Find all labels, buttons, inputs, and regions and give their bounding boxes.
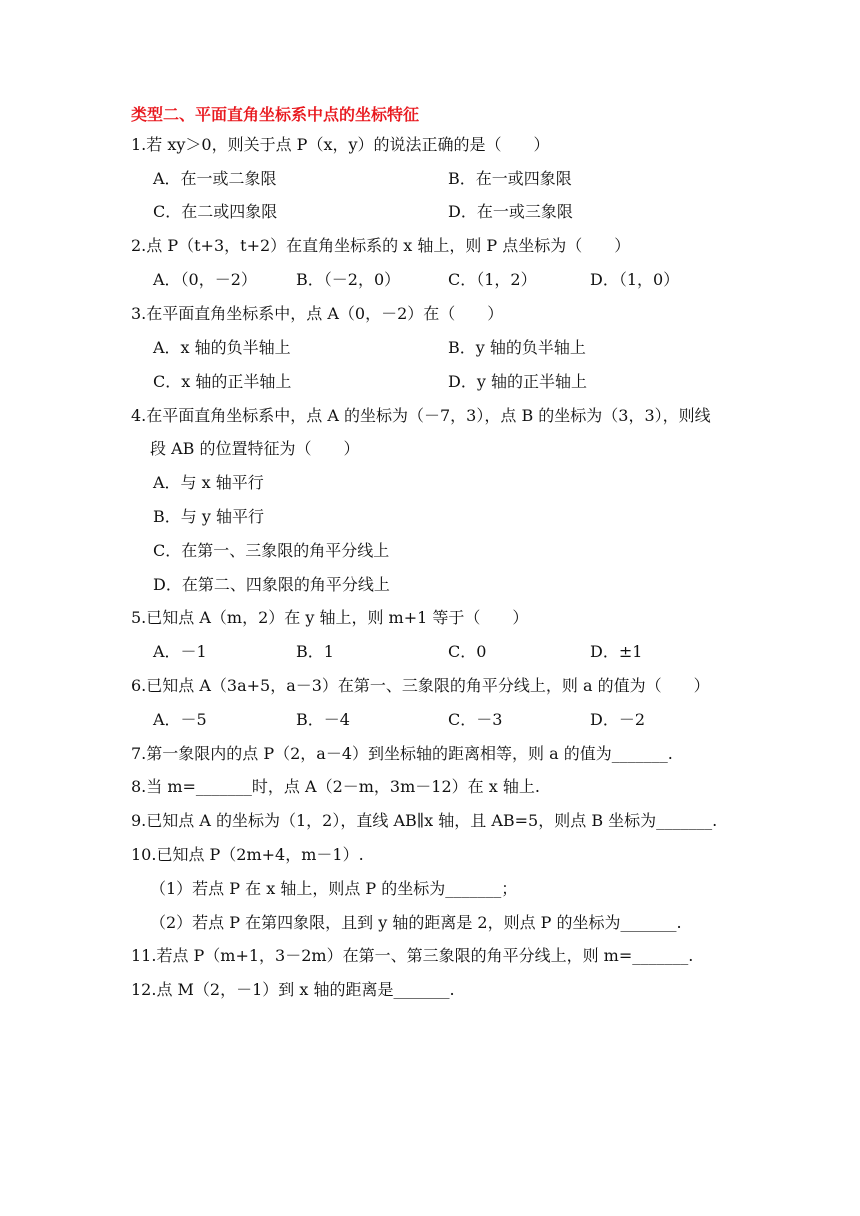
- option-c: C．－3: [448, 710, 503, 729]
- option-b: B．（－2，0）: [296, 270, 401, 289]
- option-a: A．－5: [153, 710, 207, 729]
- question-8: 8.当 m=_______时，点 A（2－m，3m－12）在 x 轴上.: [131, 777, 540, 796]
- option-a: A．－1: [153, 642, 207, 661]
- question-4-line-2: 段 AB 的位置特征为（ ）: [150, 439, 360, 458]
- option-b: B．－4: [296, 710, 350, 729]
- option-d: D．y 轴的正半轴上: [448, 372, 587, 391]
- question-3-options-row-2: [153, 372, 587, 392]
- option-d: D．－2: [590, 710, 646, 729]
- option-a: A．x 轴的负半轴上: [153, 338, 291, 357]
- question-6: 6.已知点 A（3a+5，a－3）在第一、三象限的角平分线上，则 a 的值为（ ）: [131, 676, 710, 695]
- option-d: D．±1: [590, 642, 643, 661]
- question-1: 1.若 xy＞0，则关于点 P（x，y）的说法正确的是（ ）: [131, 135, 550, 154]
- question-12: 12.点 M（2，－1）到 x 轴的距离是_______.: [131, 980, 455, 999]
- question-5: 5.已知点 A（m，2）在 y 轴上，则 m+1 等于（ ）: [131, 608, 529, 627]
- question-2: 2.点 P（t+3，t+2）在直角坐标系的 x 轴上，则 P 点坐标为（ ）: [131, 236, 631, 255]
- question-3-options-row-1: [153, 338, 586, 358]
- option-c: C．x 轴的正半轴上: [153, 372, 292, 391]
- option-a: A．（0，－2）: [153, 270, 257, 289]
- section-heading: 类型二、平面直角坐标系中点的坐标特征: [131, 105, 420, 124]
- question-11: 11.若点 P（m+1，3－2m）在第一、第三象限的角平分线上，则 m=_______.: [131, 946, 694, 965]
- question-4-option-b: B．与 y 轴平行: [153, 507, 264, 526]
- option-c: C．0: [448, 642, 487, 661]
- question-10-part-2: （2）若点 P 在第四象限，且到 y 轴的距离是 2，则点 P 的坐标为_______.: [150, 913, 682, 932]
- question-10: 10.已知点 P（2m+4，m－1）.: [131, 845, 364, 864]
- option-b: B．1: [296, 642, 334, 661]
- option-b: B．在一或四象限: [448, 169, 572, 188]
- option-d: D．在一或三象限: [448, 202, 573, 221]
- option-c: C．在二或四象限: [153, 202, 278, 221]
- question-1-options-row-1: [153, 169, 572, 189]
- option-b: B．y 轴的负半轴上: [448, 338, 586, 357]
- option-a: A．在一或二象限: [153, 169, 277, 188]
- question-4-option-a: A．与 x 轴平行: [153, 473, 264, 492]
- question-3: 3.在平面直角坐标系中，点 A（0，－2）在（ ）: [131, 304, 504, 323]
- option-d: D．（1，0）: [590, 270, 680, 289]
- question-9: 9.已知点 A 的坐标为（1，2），直线 AB∥x 轴，且 AB=5，则点 B 坐标为_______.: [131, 811, 718, 830]
- question-1-options-row-2: [153, 202, 573, 222]
- question-10-part-1: （1）若点 P 在 x 轴上，则点 P 的坐标为_______；: [150, 879, 518, 898]
- question-4-option-d: D．在第二、四象限的角平分线上: [153, 575, 390, 594]
- question-4-option-c: C．在第一、三象限的角平分线上: [153, 541, 390, 560]
- question-4-line-1: 4.在平面直角坐标系中，点 A 的坐标为（－7，3），点 B 的坐标为（3，3），则线: [131, 406, 711, 425]
- question-7: 7.第一象限内的点 P（2，a－4）到坐标轴的距离相等，则 a 的值为_______.: [131, 744, 673, 763]
- option-c: C．（1，2）: [448, 270, 537, 289]
